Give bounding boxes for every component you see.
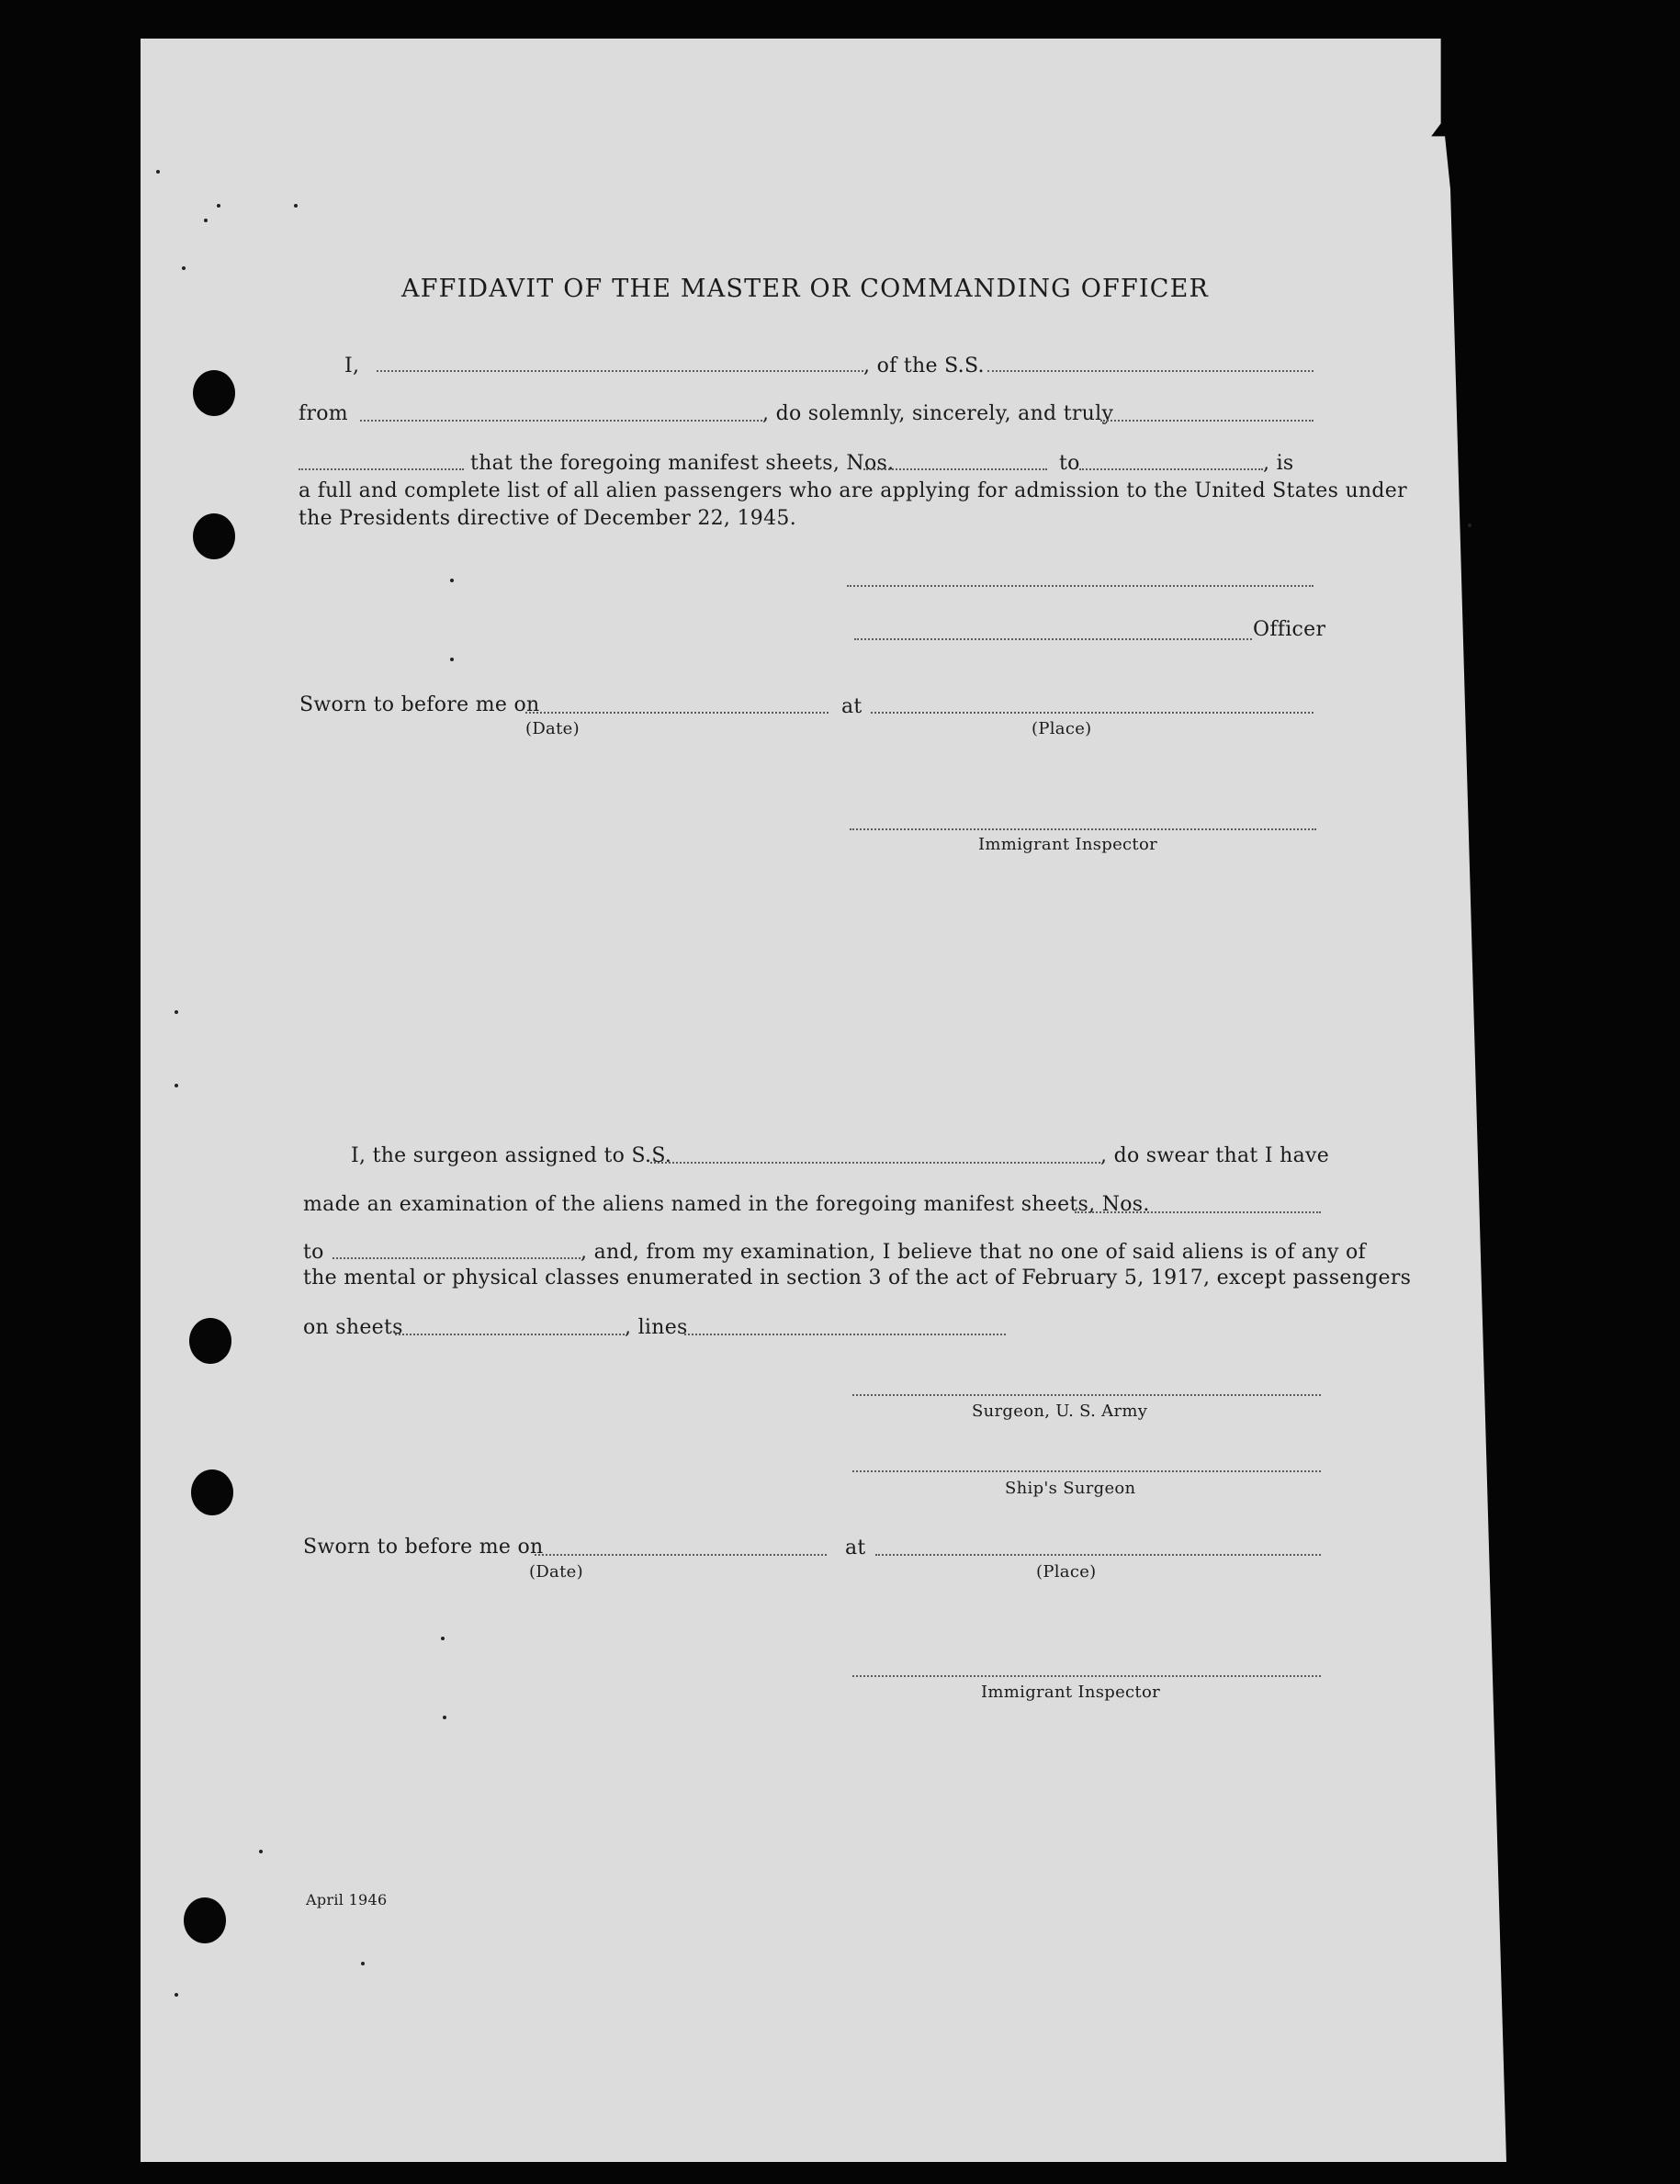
binder-hole bbox=[191, 1469, 233, 1515]
ship-surgeon-label: Ship's Surgeon bbox=[1005, 1479, 1136, 1498]
speck bbox=[204, 219, 208, 222]
master-line1-mid: , of the S.S. bbox=[863, 355, 985, 377]
speck bbox=[450, 658, 454, 661]
surgeon-inspector-label: Immigrant Inspector bbox=[981, 1683, 1160, 1702]
speck bbox=[217, 204, 220, 208]
excepted-sheets-field[interactable] bbox=[395, 1334, 625, 1335]
master-inspector-signature-line[interactable] bbox=[850, 828, 1316, 830]
officer-label: Officer bbox=[1253, 618, 1326, 641]
surgeon-line5-start: on sheets bbox=[303, 1316, 403, 1339]
master-line5: the Presidents directive of December 22, 1945. bbox=[299, 507, 796, 530]
oath-verb-field[interactable] bbox=[1100, 420, 1314, 422]
army-surgeon-label: Surgeon, U. S. Army bbox=[972, 1402, 1148, 1421]
army-surgeon-signature-line[interactable] bbox=[852, 1394, 1321, 1396]
master-inspector-label: Immigrant Inspector bbox=[978, 835, 1157, 854]
page-title: AFFIDAVIT OF THE MASTER OR COMMANDING OFFICER bbox=[401, 275, 1210, 303]
speck bbox=[443, 1716, 446, 1719]
master-line4: a full and complete list of all alien passengers who are applying for admission to the United States under bbox=[299, 479, 1407, 502]
speck bbox=[259, 1850, 263, 1853]
binder-hole bbox=[189, 1318, 231, 1364]
officer-signature-line-2[interactable] bbox=[854, 638, 1252, 640]
speck bbox=[175, 1993, 178, 1997]
master-sworn-place-field[interactable] bbox=[871, 712, 1314, 714]
surgeon-ship-field[interactable] bbox=[650, 1162, 1100, 1164]
master-line3-end: , is bbox=[1263, 452, 1294, 475]
binder-hole bbox=[193, 370, 235, 416]
master-line2-start: from bbox=[299, 402, 348, 425]
speck bbox=[450, 579, 454, 582]
master-place-caption: (Place) bbox=[1032, 719, 1092, 738]
ship-name-field[interactable] bbox=[987, 370, 1314, 372]
surgeon-place-caption: (Place) bbox=[1036, 1562, 1097, 1582]
surgeon-at-label: at bbox=[845, 1537, 866, 1559]
master-name-field[interactable] bbox=[377, 370, 863, 372]
oath-verb-continued-field[interactable] bbox=[299, 468, 464, 470]
binder-hole bbox=[193, 513, 235, 559]
surgeon-inspector-signature-line[interactable] bbox=[852, 1675, 1321, 1677]
surgeon-line5-mid: , lines bbox=[625, 1316, 688, 1339]
officer-signature-line-1[interactable] bbox=[847, 585, 1314, 587]
master-line1-start: I, bbox=[344, 355, 360, 377]
surgeon-sheet-to-field[interactable] bbox=[333, 1257, 581, 1259]
surgeon-line3-start: to bbox=[303, 1241, 324, 1264]
surgeon-sworn-place-field[interactable] bbox=[875, 1554, 1321, 1556]
speck bbox=[175, 1010, 178, 1014]
form-date-footer: April 1946 bbox=[306, 1891, 388, 1908]
speck bbox=[175, 1084, 178, 1087]
surgeon-line1-start: I, the surgeon assigned to S.S. bbox=[351, 1144, 672, 1167]
master-line3-mid: to bbox=[1059, 452, 1080, 475]
speck bbox=[182, 266, 186, 270]
surgeon-date-caption: (Date) bbox=[529, 1562, 583, 1582]
speck bbox=[441, 1637, 445, 1640]
speck bbox=[156, 170, 160, 174]
surgeon-sworn-date-field[interactable] bbox=[535, 1554, 827, 1556]
sheet-from-field[interactable] bbox=[863, 468, 1047, 470]
surgeon-sworn-label: Sworn to before me on bbox=[303, 1536, 544, 1559]
speck bbox=[361, 1962, 365, 1965]
speck bbox=[1468, 523, 1471, 527]
ship-surgeon-signature-line[interactable] bbox=[852, 1470, 1321, 1472]
binder-hole bbox=[184, 1897, 226, 1943]
master-sworn-date-field[interactable] bbox=[525, 712, 829, 714]
surgeon-line4: the mental or physical classes enumerated in section 3 of the act of February 5, 1917, except passengers bbox=[303, 1266, 1412, 1289]
master-sworn-label: Sworn to before me on bbox=[299, 693, 540, 716]
master-at-label: at bbox=[841, 695, 863, 718]
sheet-to-field[interactable] bbox=[1079, 468, 1263, 470]
surgeon-line1-end: , do swear that I have bbox=[1100, 1144, 1330, 1167]
master-line3-start: that the foregoing manifest sheets, Nos. bbox=[470, 452, 895, 475]
speck bbox=[294, 204, 298, 208]
surgeon-line3-end: , and, from my examination, I believe that no one of said aliens is of any of bbox=[581, 1241, 1366, 1264]
master-date-caption: (Date) bbox=[525, 719, 580, 738]
master-line2-mid: , do solemnly, sincerely, and truly bbox=[762, 402, 1114, 425]
excepted-lines-field[interactable] bbox=[684, 1334, 1006, 1335]
surgeon-line2: made an examination of the aliens named in the foregoing manifest sheets, Nos. bbox=[303, 1193, 1150, 1216]
surgeon-sheet-from-field[interactable] bbox=[1075, 1211, 1321, 1213]
departure-port-field[interactable] bbox=[360, 420, 762, 422]
